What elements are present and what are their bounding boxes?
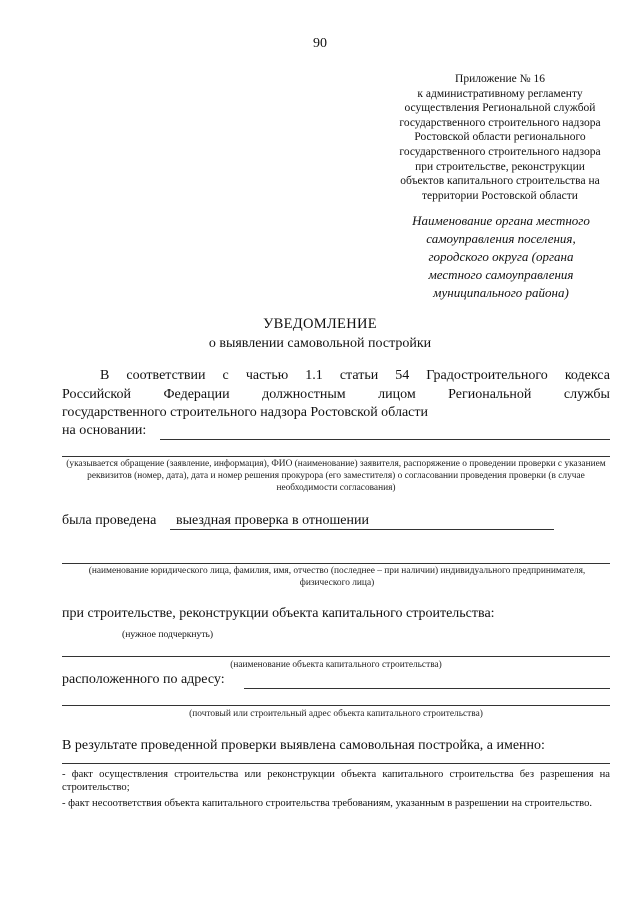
result-label: В результате проведенной проверки выявлена самовольная постройка, а именно: [62,738,545,753]
intro-word: 1.1 [305,368,323,383]
intro-line-1 [100,368,610,384]
recipient-line: местного самоуправления [428,267,574,282]
document-title: УВЕДОМЛЕНИЕ [263,316,377,332]
intro-word: должностным [262,387,346,402]
intro-line-3: государственного строительного надзора Ростовской области [62,405,428,420]
intro-word: Региональной [448,387,532,402]
appendix-line: государственного строительного надзора [399,145,601,158]
basis-label: на основании: [62,423,147,438]
basis-caption: (указывается обращение (заявление, информация), ФИО (наименование) заявителя, распоряжение о проведении проверки с указанием реквизитов (номер, дата), дата и номер решения прокурора (его заместителя) о согласовании проведения проверки (в случае необходимости согласования) [66,459,606,494]
address-caption: (почтовый или строительный адрес объекта капитального строительства) [189,709,483,719]
result-field-line[interactable] [62,763,610,764]
appendix-block [380,72,620,203]
intro-line-2 [62,387,610,403]
intro-word: соответствии [126,368,206,383]
bullet-item: - факт несоответствия объекта капитального строительства требованиям, указанным в разрешении на строительство. [62,798,593,809]
intro-word: Российской [62,387,131,402]
page-number: 90 [313,36,327,51]
recipient-block [386,212,616,302]
intro-word: лицом [378,387,416,402]
object-caption: (наименование объекта капитального строительства) [230,660,442,670]
address-label: расположенного по адресу: [62,672,225,687]
basis-field-line[interactable] [160,439,610,440]
underline-note: (нужное подчеркнуть) [122,629,214,640]
intro-word: Федерации [163,387,230,402]
appendix-line: государственного строительного надзора [399,116,601,129]
inspection-value: выездная проверка в отношении [176,513,369,528]
bullet-item: - факт осуществления строительства или реконструкции объекта капитального строительства без разрешения на строительство; [62,769,610,794]
recipient-line: городского округа (органа [428,249,574,264]
intro-word: кодекса [564,368,610,383]
recipient-line: Наименование органа местного [412,213,590,228]
inspection-field-line[interactable] [170,529,554,530]
appendix-line: Ростовской области регионального [414,131,586,144]
recipient-line: самоуправления поселения, [426,231,576,246]
subject-caption: (наименование юридического лица, фамилия, имя, отчество (последнее – при наличии) индивидуального предпринимателя, физического лица) [88,566,586,589]
intro-word: статьи [339,368,379,383]
object-field-line[interactable] [62,656,610,657]
basis-field-line-2[interactable] [62,456,610,457]
address-field-line[interactable] [244,688,610,689]
appendix-line: объектов капитального строительства на [400,175,600,188]
appendix-line: Приложение № 16 [455,73,545,85]
address-field-line-2[interactable] [62,705,610,706]
intro-word: Градостроительного [426,368,548,383]
appendix-line: к административному регламенту [417,87,583,100]
intro-word: частью [245,368,289,383]
subject-field-line[interactable] [62,563,610,564]
appendix-line: осуществления Региональной службой [404,102,596,115]
intro-word: 54 [395,368,410,383]
intro-word: В [100,368,110,383]
intro-word: службы [563,387,610,402]
document-subtitle: о выявлении самовольной постройки [208,336,432,351]
intro-word: с [222,368,229,383]
inspection-label: была проведена [62,513,157,528]
construction-label: при строительстве, реконструкции объекта капитального строительства: [62,606,495,621]
appendix-line: территории Ростовской области [422,189,578,202]
appendix-line: при строительстве, реконструкции [415,160,585,173]
recipient-line: муниципального района) [433,285,569,300]
